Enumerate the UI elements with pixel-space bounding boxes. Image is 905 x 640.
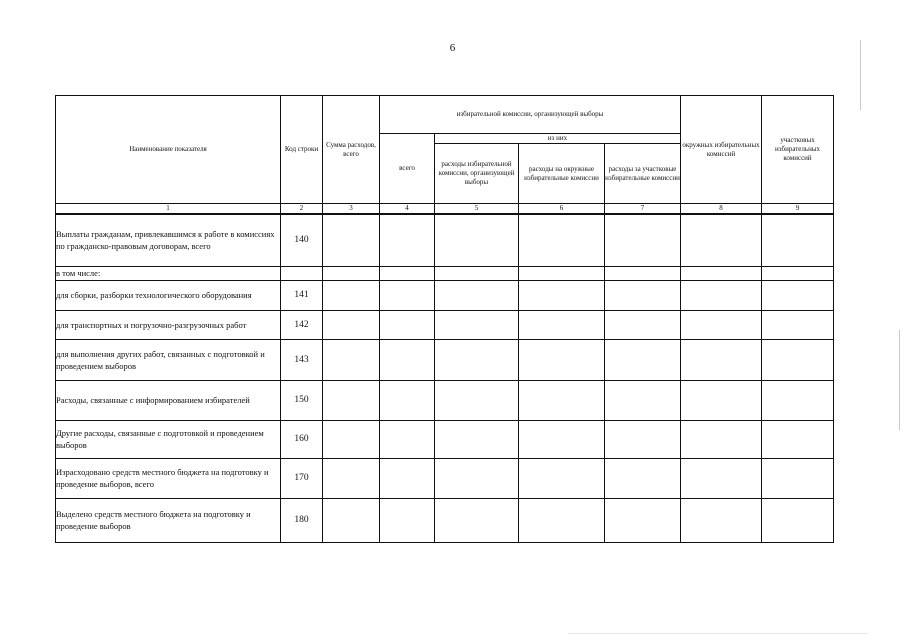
column-number: 8 (681, 204, 762, 215)
row-code: 142 (281, 310, 323, 339)
table-row (56, 339, 834, 380)
header-total-expenses: Сумма расходов, всего (323, 96, 380, 204)
column-number: 9 (762, 204, 834, 215)
value-cell (435, 214, 519, 266)
value-cell (519, 339, 605, 380)
value-cell (380, 214, 435, 266)
value-cell (605, 498, 681, 542)
column-number: 1 (56, 204, 281, 215)
value-cell (681, 310, 762, 339)
value-cell (380, 266, 435, 280)
value-cell (323, 266, 380, 280)
header-district-commissions: окружных избирательных комиссий (681, 96, 762, 204)
value-cell (762, 458, 834, 498)
table-row (56, 214, 834, 266)
value-cell (435, 310, 519, 339)
value-cell (323, 458, 380, 498)
value-cell (681, 266, 762, 280)
row-code: 180 (281, 498, 323, 542)
value-cell (519, 458, 605, 498)
header-own-expenses: расходы избирательной комиссии, организующей выборы (435, 144, 519, 204)
row-code: 143 (281, 339, 323, 380)
value-cell (323, 214, 380, 266)
column-number: 6 (519, 204, 605, 215)
value-cell (435, 280, 519, 310)
header-indicator-name: Наименование показателя (56, 96, 281, 204)
value-cell (519, 310, 605, 339)
expenses-report-table (55, 95, 834, 543)
value-cell (762, 420, 834, 458)
value-cell (519, 214, 605, 266)
value-cell (681, 420, 762, 458)
row-label: для выполнения других работ, связанных с подготовкой и проведением выборов (56, 339, 281, 380)
value-cell (323, 280, 380, 310)
value-cell (435, 266, 519, 280)
value-cell (323, 498, 380, 542)
header-of-them: из них (435, 134, 681, 144)
row-label: Израсходовано средств местного бюджета на подготовку и проведение выборов, всего (56, 458, 281, 498)
value-cell (435, 339, 519, 380)
value-cell (519, 380, 605, 420)
value-cell (605, 458, 681, 498)
scan-artifact-line (860, 40, 861, 110)
column-number: 3 (323, 204, 380, 215)
value-cell (681, 458, 762, 498)
page-number: 6 (449, 42, 456, 54)
header-commission-total: всего (380, 134, 435, 204)
table-row (56, 458, 834, 498)
row-code: 170 (281, 458, 323, 498)
column-number: 4 (380, 204, 435, 215)
value-cell (435, 458, 519, 498)
scan-artifact-line (899, 330, 900, 430)
value-cell (380, 310, 435, 339)
value-cell (435, 420, 519, 458)
row-label: в том числе: (56, 266, 281, 280)
value-cell (519, 280, 605, 310)
value-cell (681, 380, 762, 420)
table-row (56, 498, 834, 542)
value-cell (762, 310, 834, 339)
value-cell (435, 498, 519, 542)
value-cell (681, 498, 762, 542)
value-cell (323, 420, 380, 458)
value-cell (380, 380, 435, 420)
value-cell (605, 420, 681, 458)
value-cell (762, 214, 834, 266)
column-number: 5 (435, 204, 519, 215)
row-label: Другие расходы, связанные с подготовкой и проведением выборов (56, 420, 281, 458)
value-cell (519, 266, 605, 280)
value-cell (762, 498, 834, 542)
header-precinct-commissions: участковых избирательных комиссий (762, 96, 834, 204)
value-cell (435, 380, 519, 420)
value-cell (762, 280, 834, 310)
table-row (56, 380, 834, 420)
row-label: для сборки, разборки технологического оборудования (56, 280, 281, 310)
column-number: 2 (281, 204, 323, 215)
value-cell (323, 380, 380, 420)
value-cell (519, 498, 605, 542)
value-cell (605, 380, 681, 420)
value-cell (681, 214, 762, 266)
row-code: 141 (281, 280, 323, 310)
header-row-code: Код строки (281, 96, 323, 204)
value-cell (605, 339, 681, 380)
row-label: Выделено средств местного бюджета на подготовку и проведение выборов (56, 498, 281, 542)
row-label: для транспортных и погрузочно-разгрузочных работ (56, 310, 281, 339)
value-cell (762, 266, 834, 280)
value-cell (380, 339, 435, 380)
value-cell (519, 420, 605, 458)
value-cell (605, 310, 681, 339)
row-label: Расходы, связанные с информированием избирателей (56, 380, 281, 420)
table-row (56, 310, 834, 339)
value-cell (380, 458, 435, 498)
header-precinct-expenses: расходы за участковые избирательные комиссии (605, 144, 681, 204)
row-code: 140 (281, 214, 323, 266)
value-cell (605, 280, 681, 310)
header-organizing-commission: избирательной комиссии, организующей выборы (380, 96, 681, 134)
value-cell (323, 339, 380, 380)
value-cell (605, 266, 681, 280)
value-cell (762, 339, 834, 380)
table-row (56, 266, 834, 280)
table-row (56, 280, 834, 310)
row-code (281, 266, 323, 280)
row-label: Выплаты гражданам, привлекавшимся к работе в комиссиях по гражданско-правовым договорам, всего (56, 214, 281, 266)
scan-artifact-line (568, 633, 868, 634)
header-district-expenses: расходы на окружные избирательные комиссии (519, 144, 605, 204)
value-cell (681, 280, 762, 310)
value-cell (681, 339, 762, 380)
table-row (56, 420, 834, 458)
value-cell (380, 420, 435, 458)
value-cell (762, 380, 834, 420)
row-code: 150 (281, 380, 323, 420)
value-cell (605, 214, 681, 266)
column-number: 7 (605, 204, 681, 215)
value-cell (380, 498, 435, 542)
row-code: 160 (281, 420, 323, 458)
value-cell (380, 280, 435, 310)
value-cell (323, 310, 380, 339)
